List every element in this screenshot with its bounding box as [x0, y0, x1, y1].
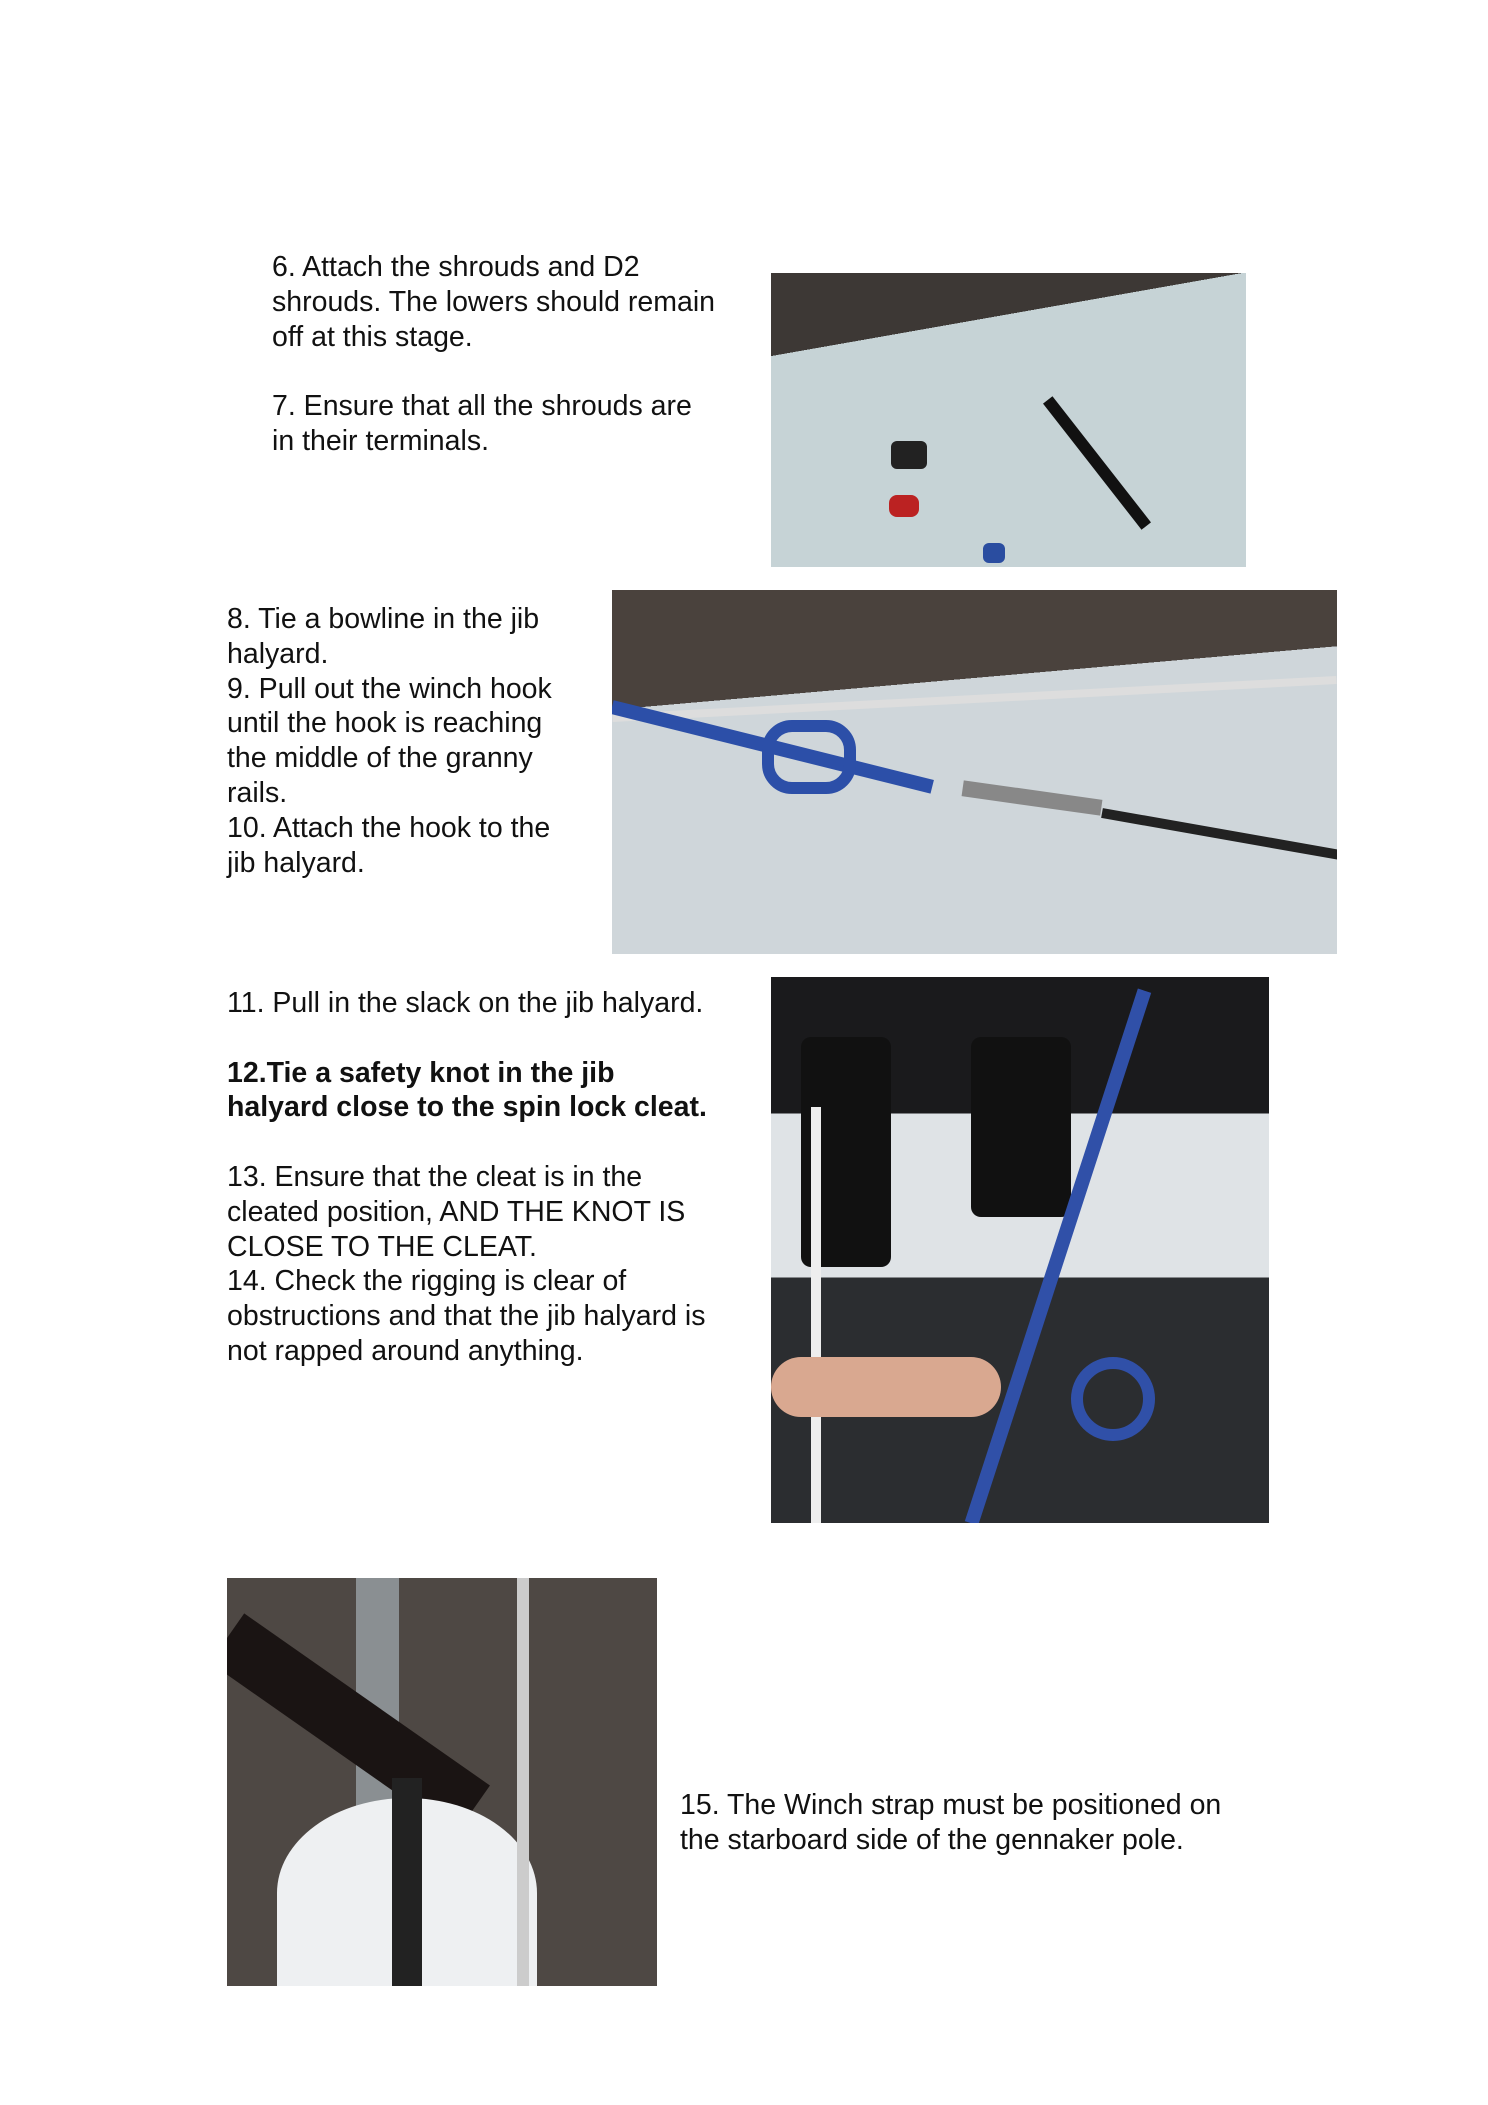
text-line: 7. Ensure that all the shrouds are	[272, 390, 692, 423]
text-line: off at this stage.	[272, 320, 473, 353]
text-line: shrouds. The lowers should remain	[272, 285, 716, 318]
text-line: in their terminals.	[272, 424, 489, 457]
text-line: jib halyard.	[227, 846, 365, 879]
text-line: 10. Attach the hook to the	[227, 811, 551, 844]
text-line: halyard close to the spin lock cleat.	[227, 1091, 707, 1124]
text-line: 11. Pull in the slack on the jib halyard.	[227, 987, 704, 1019]
photo-safety-knot-cleat	[771, 977, 1269, 1523]
text-line: 6. Attach the shrouds and D2	[272, 251, 640, 283]
text-line: not rapped around anything.	[227, 1334, 584, 1367]
text-line: 9. Pull out the winch hook	[227, 672, 552, 705]
text-line: 15. The Winch strap must be positioned on	[680, 1789, 1222, 1821]
photo-winch-strap	[227, 1578, 657, 1986]
steps-11-14	[227, 986, 707, 1369]
text-line: rails.	[227, 776, 288, 809]
text-line: the starboard side of the gennaker pole.	[680, 1823, 1184, 1856]
text-line: until the hook is reaching	[227, 707, 543, 740]
photo-bowline-hook	[612, 590, 1337, 954]
steps-8-10	[227, 602, 552, 880]
text-line: halyard.	[227, 637, 329, 670]
text-line: 13. Ensure that the cleat is in the	[227, 1160, 643, 1193]
text-line: 14. Check the rigging is clear of	[227, 1265, 627, 1298]
photo-shroud-terminals	[771, 273, 1246, 567]
text-line: CLOSE TO THE CLEAT.	[227, 1230, 537, 1263]
text-line: the middle of the granny	[227, 742, 533, 775]
text-line: cleated position, AND THE KNOT IS	[227, 1195, 686, 1228]
steps-6-7	[272, 250, 715, 459]
step-15	[680, 1788, 1221, 1858]
text-line: 8. Tie a bowline in the jib	[227, 603, 540, 635]
text-line: 12.Tie a safety knot in the jib	[227, 1056, 615, 1089]
text-line: obstructions and that the jib halyard is	[227, 1300, 706, 1333]
